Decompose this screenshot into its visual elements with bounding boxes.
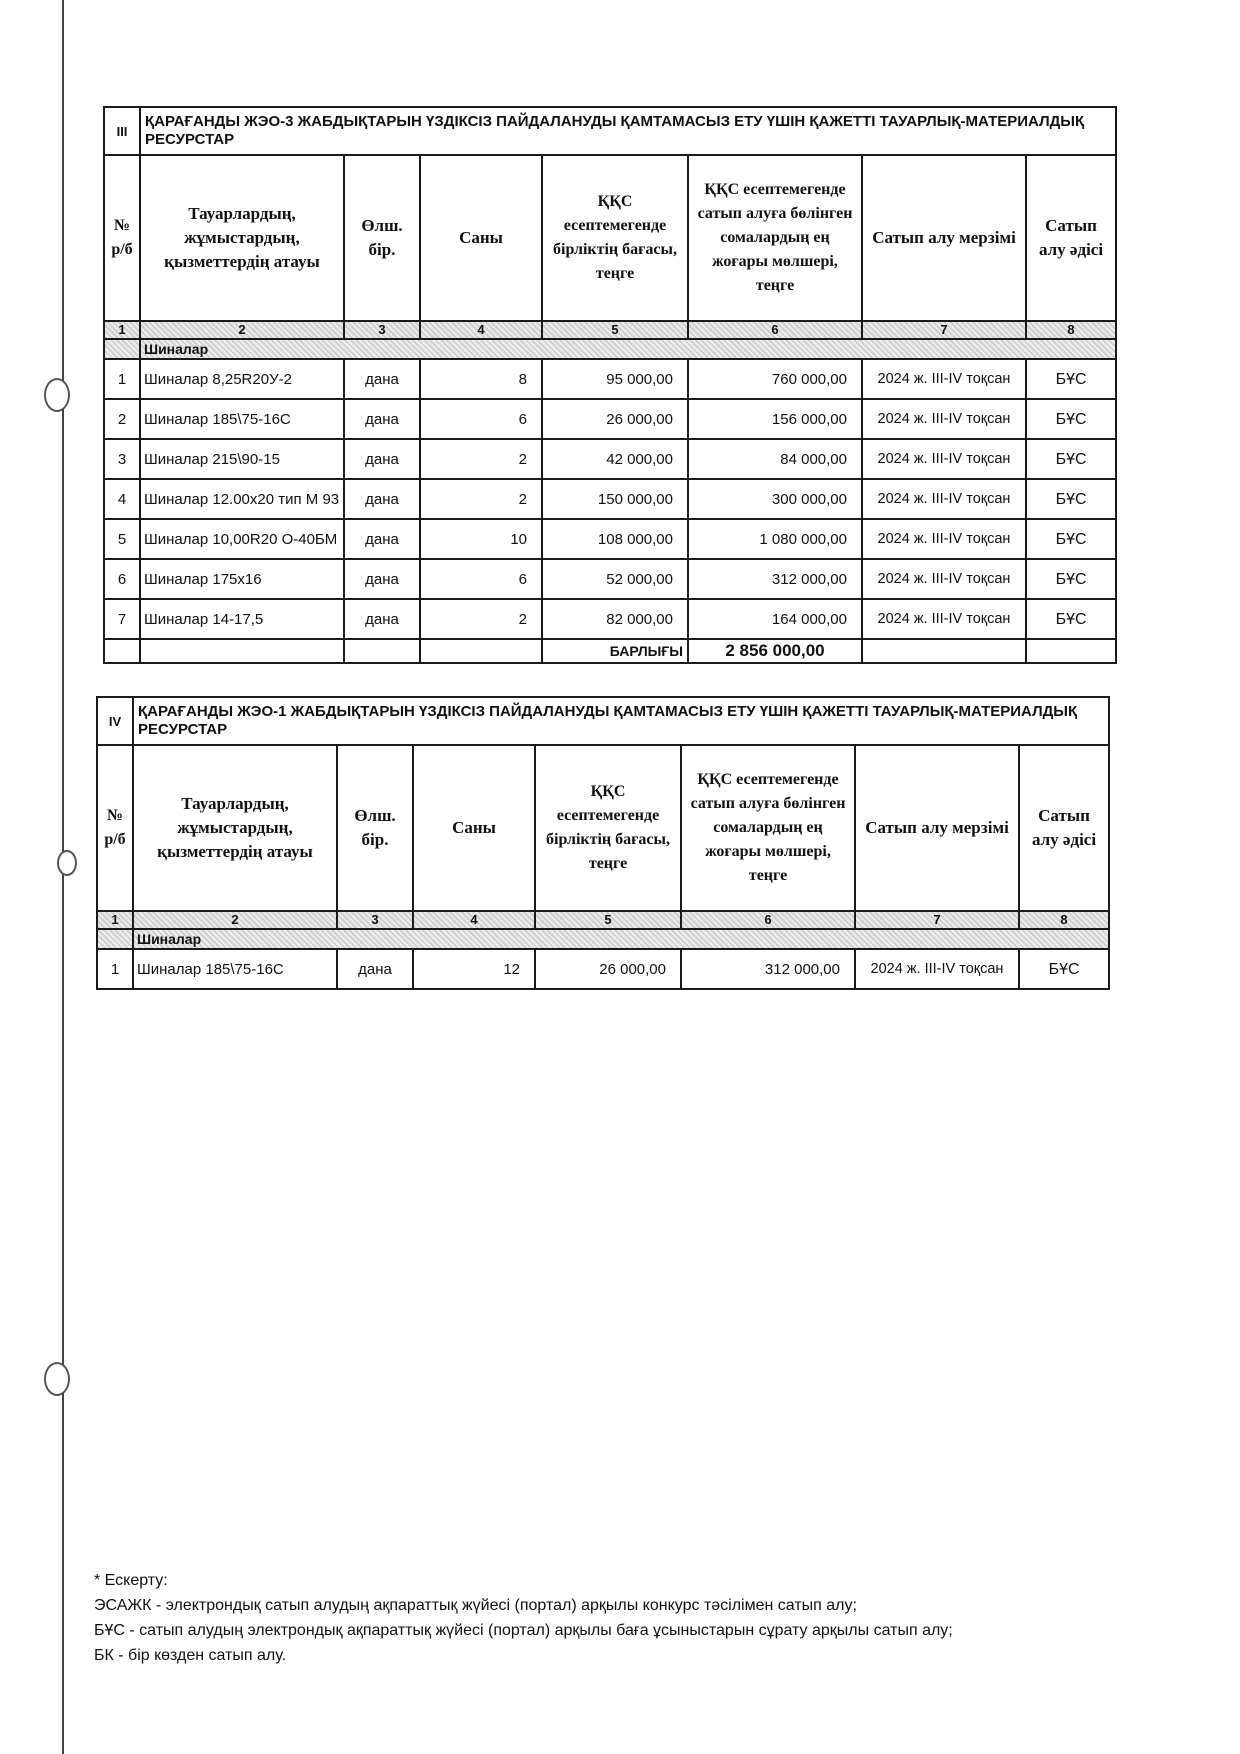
item-method: БҰС (1026, 359, 1116, 399)
item-name: Шиналар 12.00х20 тип М 93 (140, 479, 344, 519)
item-method: БҰС (1019, 949, 1109, 989)
item-unit: дана (344, 479, 420, 519)
item-period: 2024 ж. III-IV тоқсан (862, 439, 1026, 479)
item-qty: 12 (413, 949, 535, 989)
column-number: 4 (413, 911, 535, 929)
notes-heading: * Ескерту: (94, 1572, 168, 1589)
item-period: 2024 ж. III-IV тоқсан (862, 599, 1026, 639)
item-period: 2024 ж. III-IV тоқсан (862, 519, 1026, 559)
punch-hole (57, 850, 77, 876)
item-amount: 312 000,00 (688, 559, 862, 599)
item-name: Шиналар 185\75-16С (133, 949, 337, 989)
row-number: 5 (104, 519, 140, 559)
column-number: 6 (681, 911, 855, 929)
item-name: Шиналар 185\75-16С (140, 399, 344, 439)
note-line: БК - бір көзден сатып алу. (94, 1647, 287, 1664)
item-name: Шиналар 175х16 (140, 559, 344, 599)
item-amount: 1 080 000,00 (688, 519, 862, 559)
item-unit: дана (344, 399, 420, 439)
header-name: Тауарлардың, жұмыстардың, қызметтердің атауы (140, 155, 344, 321)
section-title: ҚАРАҒАНДЫ ЖЭО-3 ЖАБДЫҚТАРЫН ҮЗДІКСІЗ ПАЙДАЛАНУДЫ ҚАМТАМАСЫЗ ЕТУ ҮШІН ҚАЖЕТТІ ТАУАРЛЫҚ-МАТЕРИАЛДЫҚ РЕСУРСТАР (140, 107, 1116, 155)
item-method: БҰС (1026, 399, 1116, 439)
category-row (97, 929, 1109, 949)
column-number: 6 (688, 321, 862, 339)
row-number: 1 (97, 949, 133, 989)
header-max-amount: ҚҚС есептемегенде сатып алуға бөлінген сомалардың ең жоғары мөлшері, теңге (688, 155, 862, 321)
item-period: 2024 ж. III-IV тоқсан (862, 559, 1026, 599)
item-period: 2024 ж. III-IV тоқсан (855, 949, 1019, 989)
row-number: 3 (104, 439, 140, 479)
header-unit: Өлш. бір. (337, 745, 413, 911)
table-row (104, 519, 1116, 559)
item-unit: дана (344, 359, 420, 399)
column-number: 2 (133, 911, 337, 929)
item-amount: 312 000,00 (681, 949, 855, 989)
item-price: 150 000,00 (542, 479, 688, 519)
header-unit: Өлш. бір. (344, 155, 420, 321)
row-number: 2 (104, 399, 140, 439)
note-line: БҰС - сатып алудың электрондық ақпараттық жүйесі (портал) арқылы баға ұсыныстарын сұрату арқылы сатып алу; (94, 1622, 953, 1639)
column-number-row (104, 321, 1116, 339)
section-number: III (104, 107, 140, 155)
item-period: 2024 ж. III-IV тоқсан (862, 479, 1026, 519)
item-name: Шиналар 215\90-15 (140, 439, 344, 479)
item-price: 26 000,00 (535, 949, 681, 989)
item-method: БҰС (1026, 439, 1116, 479)
item-unit: дана (344, 439, 420, 479)
item-amount: 760 000,00 (688, 359, 862, 399)
header-unit-price: ҚҚС есептемегенде бірліктің бағасы, теңге (535, 745, 681, 911)
item-unit: дана (344, 599, 420, 639)
item-period: 2024 ж. III-IV тоқсан (862, 359, 1026, 399)
item-qty: 2 (420, 439, 542, 479)
column-number: 7 (855, 911, 1019, 929)
header-qty: Саны (413, 745, 535, 911)
item-amount: 164 000,00 (688, 599, 862, 639)
column-number: 8 (1019, 911, 1109, 929)
item-qty: 6 (420, 559, 542, 599)
header-no: № р/б (104, 155, 140, 321)
item-price: 108 000,00 (542, 519, 688, 559)
total-row (104, 639, 1116, 663)
header-qty: Саны (420, 155, 542, 321)
item-qty: 2 (420, 599, 542, 639)
item-qty: 8 (420, 359, 542, 399)
table-row (104, 399, 1116, 439)
table-row (104, 359, 1116, 399)
item-period: 2024 ж. III-IV тоқсан (862, 399, 1026, 439)
column-number: 5 (542, 321, 688, 339)
item-qty: 2 (420, 479, 542, 519)
section-title: ҚАРАҒАНДЫ ЖЭО-1 ЖАБДЫҚТАРЫН ҮЗДІКСІЗ ПАЙДАЛАНУДЫ ҚАМТАМАСЫЗ ЕТУ ҮШІН ҚАЖЕТТІ ТАУАРЛЫҚ-МАТЕРИАЛДЫҚ РЕСУРСТАР (133, 697, 1109, 745)
header-unit-price: ҚҚС есептемегенде бірліктің бағасы, теңге (542, 155, 688, 321)
total-value: 2 856 000,00 (688, 639, 862, 663)
column-number: 1 (104, 321, 140, 339)
item-method: БҰС (1026, 559, 1116, 599)
column-number: 2 (140, 321, 344, 339)
item-unit: дана (337, 949, 413, 989)
header-no: № р/б (97, 745, 133, 911)
column-number: 4 (420, 321, 542, 339)
column-number: 7 (862, 321, 1026, 339)
item-method: БҰС (1026, 519, 1116, 559)
note-line: ЭСАЖК - электрондық сатып алудың ақпараттық жүйесі (портал) арқылы конкурс тәсілімен сатып алу; (94, 1597, 857, 1614)
category-row (104, 339, 1116, 359)
item-method: БҰС (1026, 599, 1116, 639)
row-number: 1 (104, 359, 140, 399)
section-number: IV (97, 697, 133, 745)
item-price: 95 000,00 (542, 359, 688, 399)
section-iii-table (103, 106, 1117, 664)
item-unit: дана (344, 519, 420, 559)
header-period: Сатып алу мерзімі (855, 745, 1019, 911)
punch-hole (44, 1362, 70, 1396)
column-number: 5 (535, 911, 681, 929)
row-number: 4 (104, 479, 140, 519)
footnotes (94, 1568, 953, 1668)
table-row (104, 439, 1116, 479)
item-qty: 10 (420, 519, 542, 559)
table-row (104, 599, 1116, 639)
section-iv-table (96, 696, 1110, 990)
item-unit: дана (344, 559, 420, 599)
table-row (104, 479, 1116, 519)
table-row (104, 559, 1116, 599)
row-number: 6 (104, 559, 140, 599)
column-number: 8 (1026, 321, 1116, 339)
item-name: Шиналар 8,25R20У-2 (140, 359, 344, 399)
item-method: БҰС (1026, 479, 1116, 519)
binder-margin-line (62, 0, 64, 1754)
column-number: 3 (344, 321, 420, 339)
item-price: 26 000,00 (542, 399, 688, 439)
category-label: Шиналар (140, 339, 1116, 359)
item-name: Шиналар 14-17,5 (140, 599, 344, 639)
row-number: 7 (104, 599, 140, 639)
table-row (97, 949, 1109, 989)
item-amount: 300 000,00 (688, 479, 862, 519)
header-name: Тауарлардың, жұмыстардың, қызметтердің атауы (133, 745, 337, 911)
total-label: БАРЛЫҒЫ (542, 639, 688, 663)
item-price: 42 000,00 (542, 439, 688, 479)
header-method: Сатып алу әдісі (1026, 155, 1116, 321)
item-qty: 6 (420, 399, 542, 439)
column-number: 3 (337, 911, 413, 929)
item-price: 82 000,00 (542, 599, 688, 639)
header-max-amount: ҚҚС есептемегенде сатып алуға бөлінген сомалардың ең жоғары мөлшері, теңге (681, 745, 855, 911)
column-number: 1 (97, 911, 133, 929)
item-price: 52 000,00 (542, 559, 688, 599)
item-amount: 84 000,00 (688, 439, 862, 479)
header-period: Сатып алу мерзімі (862, 155, 1026, 321)
category-label: Шиналар (133, 929, 1109, 949)
item-amount: 156 000,00 (688, 399, 862, 439)
column-number-row (97, 911, 1109, 929)
punch-hole (44, 378, 70, 412)
item-name: Шиналар 10,00R20 О-40БМ (140, 519, 344, 559)
header-method: Сатып алу әдісі (1019, 745, 1109, 911)
